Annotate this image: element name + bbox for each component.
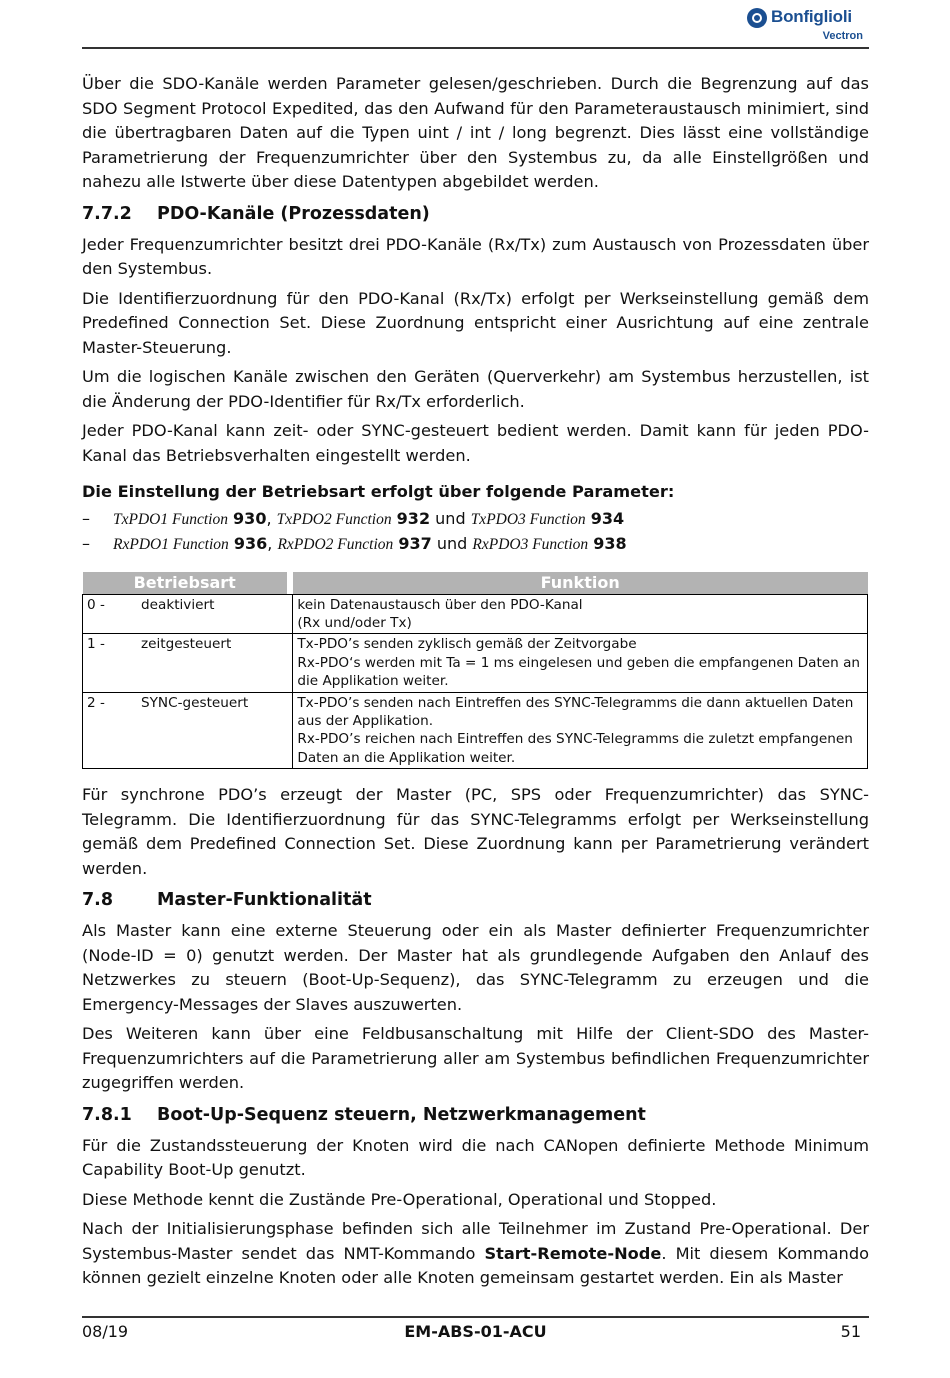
paragraph: Nach der Initialisierungsphase befinden sich alle Teilnehmer im Zustand Pre-Operational. Der Systembus-Master sendet das NMT-Kommando Start-Remote-Node. Mit diesem Kommando können gezielt einzelne Knoten oder alle Knoten gemeinsam gestartet werden. Ein als Master (82, 1219, 869, 1288)
paragraph: Jeder Frequenzumrichter besitzt drei PDO-Kanäle (Rx/Tx) zum Austausch von Prozessdaten über den Systembus. (82, 234, 869, 278)
table-row: 1 - zeitgesteuert Tx-PDO’s senden zyklisch gemäß der Zeitvorgabe Rx-PDO‘s werden mit Ta = 1 ms eingelesen und geben die empfangenen Daten an die Applikation weiter. (83, 634, 868, 692)
parameter-intro: Die Einstellung der Betriebsart erfolgt über folgende Parameter: (82, 482, 675, 501)
parameter-list-item: – TxPDO1 Function 930, TxPDO2 Function 932 und TxPDO3 Function 934 (82, 508, 625, 528)
paragraph: Die Identifierzuordnung für den PDO-Kanal (Rx/Tx) erfolgt per Werkseinstellung gemäß dem Predefined Connection Set. Diese Zuordnung entspricht einer Ausrichtung auf eine zentrale Master-Steuerung. (82, 288, 869, 357)
table-row: 2 - SYNC-gesteuert Tx-PDO’s senden nach Eintreffen des SYNC-Telegramms die dann aktuellen Daten aus der Applikation. Rx-PDO’s reichen nach Eintreffen des SYNC-Telegramms die zuletzt empfangenen Daten an die Applikation weiter. (83, 692, 868, 769)
parameter-list (82, 507, 869, 558)
paragraph: Jeder PDO-Kanal kann zeit- oder SYNC-gesteuert bedient werden. Damit kann für jeden PDO-Kanal das Betriebsverhalten eingestellt werden. (82, 421, 869, 465)
page-footer (82, 1316, 869, 1348)
table-header: Betriebsart (83, 572, 287, 595)
parameter-list-item: – RxPDO1 Function 936, RxPDO2 Function 937 und RxPDO3 Function 938 (82, 534, 627, 553)
footer-document-id: EM-ABS-01-ACU (404, 1322, 547, 1341)
section-number: 7.8 (82, 890, 114, 911)
section-title: Master-Funktionalität (157, 890, 372, 911)
table-header: Funktion (293, 572, 868, 595)
paragraph: Für die Zustandssteuerung der Knoten wird die nach CANopen definierte Methode Minimum Capability Boot-Up genutzt. (82, 1135, 869, 1180)
operating-mode-table (82, 572, 868, 770)
brand-name: Bonfiglioli (771, 7, 852, 26)
brand-sub: Vectron (822, 30, 863, 42)
bonfiglioli-logo-icon (747, 8, 767, 28)
page-content (82, 72, 869, 1296)
section-heading-7-8 (82, 887, 869, 913)
section-heading-7-8-1 (82, 1102, 869, 1128)
paragraph: Als Master kann eine externe Steuerung oder ein als Master definierter Frequenzumrichter (Node-ID = 0) genutzt werden. Der Master hat als grundlegende Aufgaben den Anlauf des Netzwerkes zu steuern (Boot-Up-Sequenz), das SYNC-Telegramm zu erzeugen und die Emergency-Messages der Slaves auszuwerten. (82, 921, 869, 1014)
paragraph: Um die logischen Kanäle zwischen den Geräten (Querverkehr) am Systembus herzustellen, ist die Änderung der PDO-Identifier für Rx/Tx erforderlich. (82, 367, 869, 411)
paragraph: Über die SDO-Kanäle werden Parameter gelesen/geschrieben. Durch die Begrenzung auf das SDO Segment Protocol Expedited, das den Aufwand für den Parameteraustausch minimiert, sind die übertragbaren Daten auf die Typen uint / int / long begrenzt. Dies lässt eine vollständige Parametrierung der Frequenzumrichter über den Systembus zu, da alle Einstellgrößen und nahezu alle Istwerte über diese Datentypen abgebildet werden. (82, 74, 869, 191)
section-title: PDO-Kanäle (Prozessdaten) (157, 203, 430, 224)
section-number: 7.7.2 (82, 203, 132, 224)
footer-page-number: 51 (840, 1322, 861, 1341)
paragraph: Des Weiteren kann über eine Feldbusanschaltung mit Hilfe der Client-SDO des Master-Frequenzumrichters auf die Parametrierung aller am Systembus befindlichen Frequenzumrichter zugegriffen werden. (82, 1024, 869, 1093)
table-row: 0 - deaktiviert kein Datenaustausch über den PDO-Kanal (Rx und/oder Tx) (83, 594, 868, 634)
section-number: 7.8.1 (82, 1104, 132, 1125)
page-header (82, 0, 869, 49)
section-title: Boot-Up-Sequenz steuern, Netzwerkmanagement (157, 1104, 646, 1125)
paragraph: Diese Methode kennt die Zustände Pre-Operational, Operational und Stopped. (82, 1189, 717, 1209)
section-heading-7-7-2 (82, 201, 869, 227)
bonfiglioli-logo (747, 6, 869, 44)
paragraph: Für synchrone PDO’s erzeugt der Master (PC, SPS oder Frequenzumrichter) das SYNC-Telegramm. Die Identifierzuordnung für das SYNC-Telegramms erfolgt per Werkseinstellung gemäß dem Predefined Connection Set. Diese Zuordnung kann per Parametrierung verändert werden. (82, 785, 869, 878)
footer-date: 08/19 (82, 1322, 129, 1341)
